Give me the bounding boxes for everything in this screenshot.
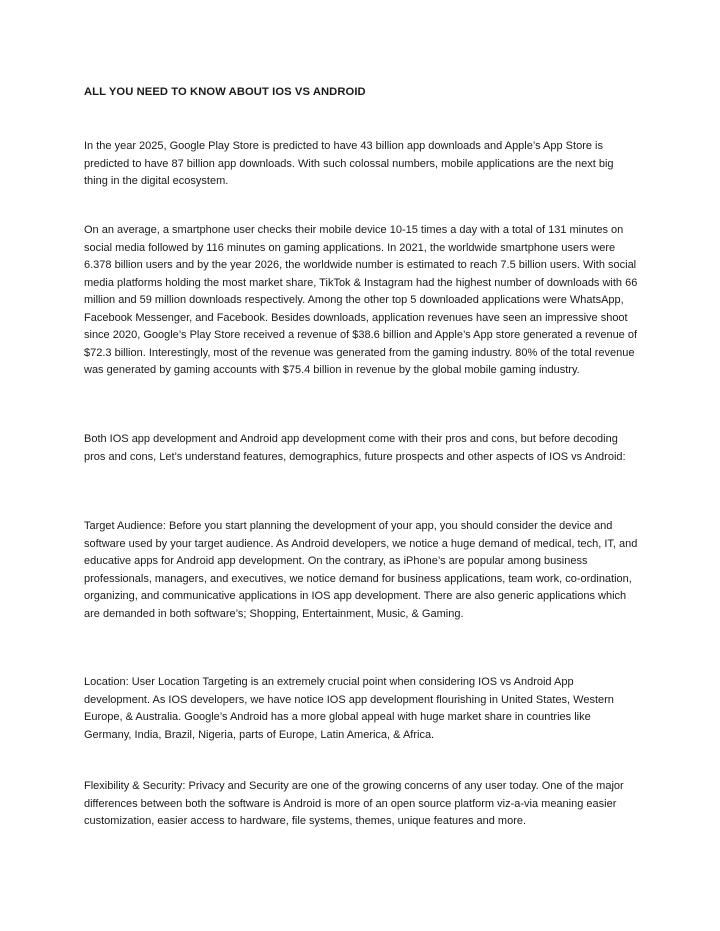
paragraph-location: Location: User Location Targeting is an extremely crucial point when considering IOS vs Android App development. As IOS developers, we have notice IOS app development flourishing in United States, Western Europe, & Australia. Google’s Android has a more global appeal with huge market share in countries like Germany, India, Brazil, Nigeria, parts of Europe, Latin America, & Africa. <box>84 676 614 741</box>
document-title: ALL YOU NEED TO KNOW ABOUT IOS VS ANDROID <box>84 86 366 98</box>
paragraph-flexibility-security: Flexibility & Security: Privacy and Security are one of the growing concerns of any user today. One of the major differences between both the software is Android is more of an open source platform viz-a-via meaning easier customization, easier access to hardware, file systems, themes, unique features and more. <box>84 780 624 827</box>
paragraph-statistics: On an average, a smartphone user checks their mobile device 10-15 times a day with a total of 131 minutes on social media followed by 116 minutes on gaming applications. In 2021, the worldwide smartphone users were 6.378 billion users and by the year 2026, the worldwide number is estimated to reach 7.5 billion users. With social media platforms holding the most market share, TikTok & Instagram had the highest number of downloads with 66 million and 59 million downloads respectively. Among the other top 5 downloaded applications were WhatsApp, Facebook Messenger, and Facebook. Besides downloads, application revenues have seen an impressive shoot since 2020, Google’s Play Store received a revenue of $38.6 billion and Apple’s App store generated a revenue of $72.3 billion. Interestingly, most of the revenue was generated from the gaming industry. 80% of the total revenue was generated by gaming accounts with $75.4 billion in revenue by the global mobile gaming industry. <box>84 224 638 376</box>
paragraph-pros-cons: Both IOS app development and Android app development come with their pros and cons, but before decoding pros and cons, Let’s understand features, demographics, future prospects and other aspects of IOS vs Android: <box>84 433 626 463</box>
paragraph-target-audience: Target Audience: Before you start planning the development of your app, you should consider the device and software used by your target audience. As Android developers, we notice a huge demand of medical, tech, IT, and educative apps for Android app development. On the contrary, as iPhone’s are popular among business professionals, managers, and executives, we notice demand for business applications, team work, co-ordination, organizing, and communicative applications in IOS app development. There are also generic applications which are demanded in both software’s; Shopping, Entertainment, Music, & Gaming. <box>84 520 638 620</box>
paragraph-intro: In the year 2025, Google Play Store is predicted to have 43 billion app downloads and Apple’s App Store is predicted to have 87 billion app downloads. With such colossal numbers, mobile applications are the next big thing in the digital ecosystem. <box>84 140 614 187</box>
